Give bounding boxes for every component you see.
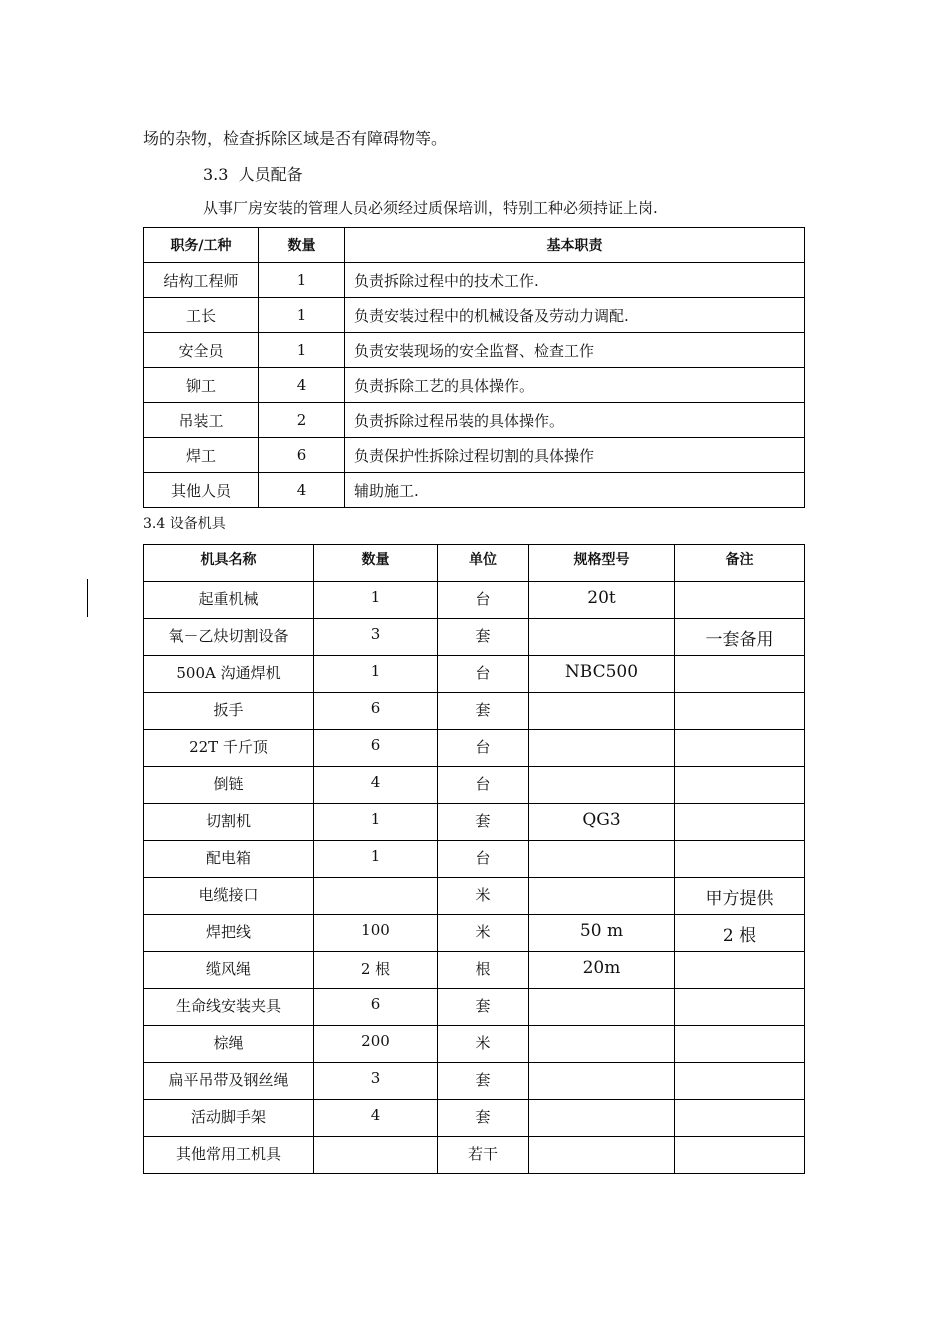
role-cell: 焊工 xyxy=(144,438,259,473)
remark-cell xyxy=(675,1100,805,1137)
remark-cell xyxy=(675,730,805,767)
spec-cell xyxy=(529,841,675,878)
equipment-row xyxy=(144,989,805,1026)
quantity-cell: 1 xyxy=(314,582,438,619)
tool-name-cell: 切割机 xyxy=(144,804,314,841)
duty-cell: 负责安装过程中的机械设备及劳动力调配. xyxy=(345,298,805,333)
equipment-header-cell: 数量 xyxy=(314,545,438,582)
spec-cell xyxy=(529,730,675,767)
unit-cell: 套 xyxy=(438,804,529,841)
equipment-row xyxy=(144,619,805,656)
section-title: 人员配备 xyxy=(238,165,303,184)
personnel-row xyxy=(144,473,805,508)
count-cell: 2 xyxy=(259,403,345,438)
equipment-header-cell: 机具名称 xyxy=(144,545,314,582)
quantity-cell: 100 xyxy=(314,915,438,952)
unit-cell: 米 xyxy=(438,1026,529,1063)
tool-name-cell: 500A 沟通焊机 xyxy=(144,656,314,693)
equipment-row xyxy=(144,1137,805,1174)
count-cell: 6 xyxy=(259,438,345,473)
personnel-row xyxy=(144,298,805,333)
equipment-header-row xyxy=(144,545,805,582)
unit-cell: 台 xyxy=(438,841,529,878)
unit-cell: 米 xyxy=(438,915,529,952)
quantity-cell: 1 xyxy=(314,656,438,693)
intro-paragraph: 从事厂房安装的管理人员必须经过质保培训，特别工种必须持证上岗. xyxy=(203,199,658,217)
personnel-row xyxy=(144,403,805,438)
remark-cell xyxy=(675,767,805,804)
tool-name-cell: 生命线安装夹具 xyxy=(144,989,314,1026)
duty-cell: 负责拆除过程吊装的具体操作。 xyxy=(345,403,805,438)
unit-cell: 套 xyxy=(438,1063,529,1100)
spec-cell xyxy=(529,1137,675,1174)
equipment-header-cell: 备注 xyxy=(675,545,805,582)
personnel-header-cell: 基本职责 xyxy=(345,228,805,263)
equipment-header-cell: 规格型号 xyxy=(529,545,675,582)
tool-name-cell: 配电箱 xyxy=(144,841,314,878)
spec-cell xyxy=(529,1026,675,1063)
tool-name-cell: 其他常用工机具 xyxy=(144,1137,314,1174)
unit-cell: 根 xyxy=(438,952,529,989)
section-number: 3.3 xyxy=(203,165,229,184)
unit-cell: 台 xyxy=(438,730,529,767)
quantity-cell: 3 xyxy=(314,619,438,656)
tool-name-cell: 活动脚手架 xyxy=(144,1100,314,1137)
equipment-row xyxy=(144,915,805,952)
unit-cell: 台 xyxy=(438,582,529,619)
remark-cell xyxy=(675,693,805,730)
count-cell: 1 xyxy=(259,298,345,333)
remark-cell xyxy=(675,1026,805,1063)
unit-cell: 米 xyxy=(438,878,529,915)
role-cell: 其他人员 xyxy=(144,473,259,508)
remark-cell xyxy=(675,952,805,989)
personnel-row xyxy=(144,263,805,298)
quantity-cell: 1 xyxy=(314,841,438,878)
role-cell: 铆工 xyxy=(144,368,259,403)
role-cell: 吊装工 xyxy=(144,403,259,438)
unit-cell: 套 xyxy=(438,989,529,1026)
quantity-cell xyxy=(314,1137,438,1174)
tool-name-cell: 扁平吊带及钢丝绳 xyxy=(144,1063,314,1100)
spec-cell xyxy=(529,1063,675,1100)
remark-cell xyxy=(675,989,805,1026)
spec-cell: 20t xyxy=(529,582,675,619)
duty-cell: 辅助施工. xyxy=(345,473,805,508)
spec-cell xyxy=(529,1100,675,1137)
personnel-row xyxy=(144,438,805,473)
section-heading-3-3 xyxy=(203,162,303,185)
unit-cell: 套 xyxy=(438,619,529,656)
remark-cell xyxy=(675,582,805,619)
spec-cell xyxy=(529,878,675,915)
count-cell: 1 xyxy=(259,333,345,368)
quantity-cell: 3 xyxy=(314,1063,438,1100)
role-cell: 安全员 xyxy=(144,333,259,368)
equipment-row xyxy=(144,582,805,619)
equipment-row xyxy=(144,952,805,989)
equipment-row xyxy=(144,656,805,693)
equipment-header-cell: 单位 xyxy=(438,545,529,582)
tool-name-cell: 棕绳 xyxy=(144,1026,314,1063)
personnel-header-cell: 职务/工种 xyxy=(144,228,259,263)
tool-name-cell: 焊把线 xyxy=(144,915,314,952)
unit-cell: 套 xyxy=(438,693,529,730)
spec-cell xyxy=(529,767,675,804)
duty-cell: 负责安装现场的安全监督、检查工作 xyxy=(345,333,805,368)
spec-cell xyxy=(529,989,675,1026)
equipment-row xyxy=(144,730,805,767)
personnel-table xyxy=(143,227,805,508)
personnel-header-cell: 数量 xyxy=(259,228,345,263)
remark-cell xyxy=(675,656,805,693)
role-cell: 结构工程师 xyxy=(144,263,259,298)
tool-name-cell: 缆风绳 xyxy=(144,952,314,989)
personnel-row xyxy=(144,368,805,403)
remark-cell: 一套备用 xyxy=(675,619,805,656)
spec-cell: 20m xyxy=(529,952,675,989)
equipment-table xyxy=(143,544,805,1174)
spec-cell: NBC500 xyxy=(529,656,675,693)
count-cell: 4 xyxy=(259,368,345,403)
unit-cell: 台 xyxy=(438,656,529,693)
remark-cell: 2 根 xyxy=(675,915,805,952)
duty-cell: 负责拆除工艺的具体操作。 xyxy=(345,368,805,403)
spec-cell: QG3 xyxy=(529,804,675,841)
personnel-header-row xyxy=(144,228,805,263)
paragraph-tail: 场的杂物，检查拆除区域是否有障碍物等。 xyxy=(143,129,448,148)
spec-cell xyxy=(529,693,675,730)
count-cell: 4 xyxy=(259,473,345,508)
count-cell: 1 xyxy=(259,263,345,298)
section-heading-3-4: 3.4 设备机具 xyxy=(143,516,226,532)
remark-cell xyxy=(675,1137,805,1174)
quantity-cell: 4 xyxy=(314,767,438,804)
tool-name-cell: 电缆接口 xyxy=(144,878,314,915)
remark-cell xyxy=(675,1063,805,1100)
equipment-row xyxy=(144,841,805,878)
remark-cell xyxy=(675,841,805,878)
remark-cell xyxy=(675,804,805,841)
role-cell: 工长 xyxy=(144,298,259,333)
quantity-cell: 6 xyxy=(314,989,438,1026)
spec-cell: 50 m xyxy=(529,915,675,952)
equipment-row xyxy=(144,1026,805,1063)
spec-cell xyxy=(529,619,675,656)
equipment-row xyxy=(144,693,805,730)
personnel-row xyxy=(144,333,805,368)
tool-name-cell: 22T 千斤顶 xyxy=(144,730,314,767)
duty-cell: 负责拆除过程中的技术工作. xyxy=(345,263,805,298)
unit-cell: 台 xyxy=(438,767,529,804)
remark-cell: 甲方提供 xyxy=(675,878,805,915)
equipment-row xyxy=(144,804,805,841)
tool-name-cell: 氧－乙炔切割设备 xyxy=(144,619,314,656)
text-cursor xyxy=(87,579,88,617)
tool-name-cell: 起重机械 xyxy=(144,582,314,619)
tool-name-cell: 扳手 xyxy=(144,693,314,730)
quantity-cell: 2 根 xyxy=(314,952,438,989)
quantity-cell: 1 xyxy=(314,804,438,841)
tool-name-cell: 倒链 xyxy=(144,767,314,804)
quantity-cell: 4 xyxy=(314,1100,438,1137)
equipment-row xyxy=(144,1100,805,1137)
quantity-cell: 6 xyxy=(314,693,438,730)
duty-cell: 负责保护性拆除过程切割的具体操作 xyxy=(345,438,805,473)
unit-cell: 套 xyxy=(438,1100,529,1137)
equipment-row xyxy=(144,878,805,915)
quantity-cell xyxy=(314,878,438,915)
quantity-cell: 6 xyxy=(314,730,438,767)
equipment-row xyxy=(144,1063,805,1100)
unit-cell: 若干 xyxy=(438,1137,529,1174)
equipment-row xyxy=(144,767,805,804)
quantity-cell: 200 xyxy=(314,1026,438,1063)
